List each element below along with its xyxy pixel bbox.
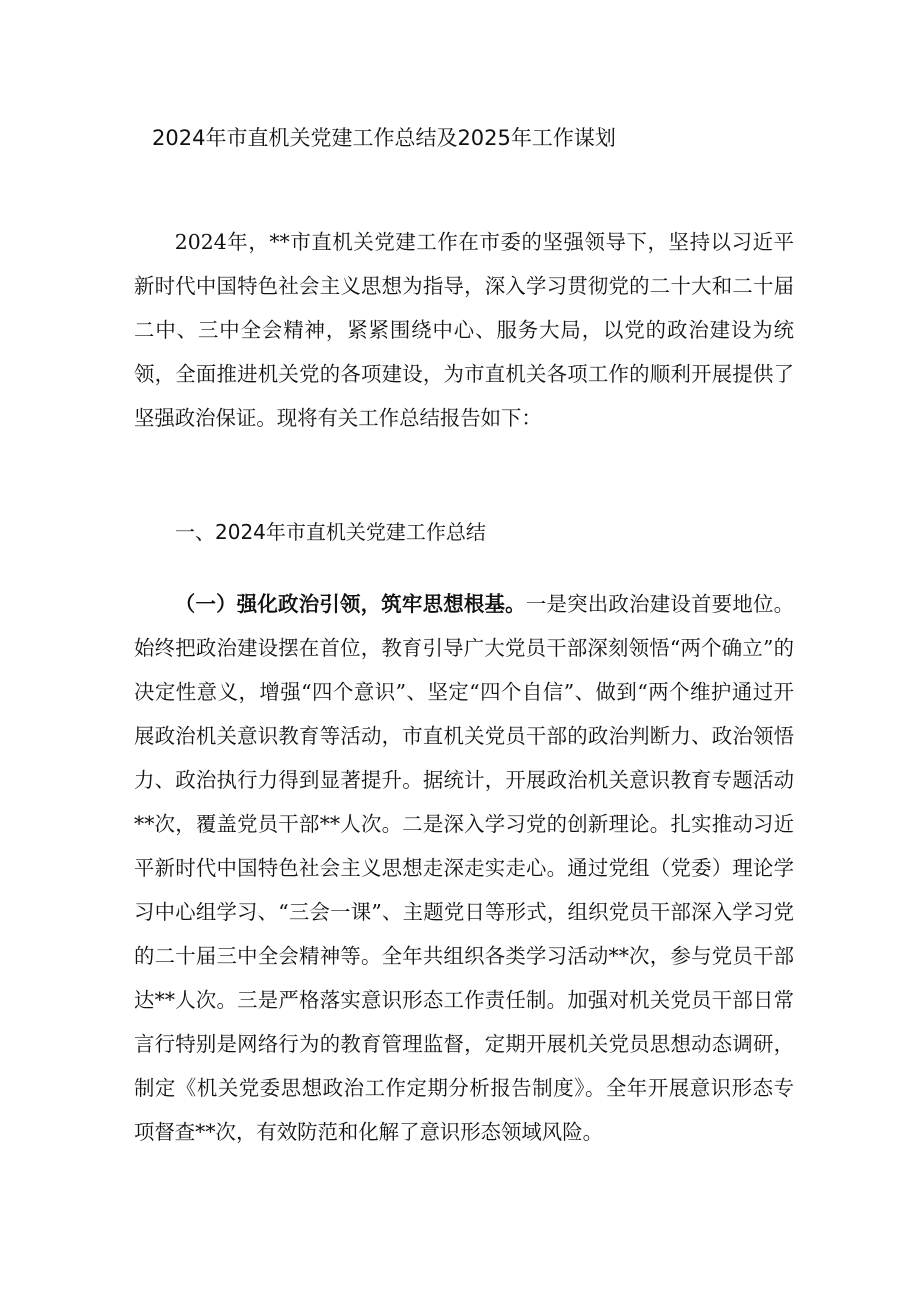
body-paragraph [134, 582, 794, 1154]
intro-paragraph: 2024年，**市直机关党建工作在市委的坚强领导下，坚持以习近平新时代中国特色社会主义思想为指导，深入学习贯彻党的二十大和二十届二中、三中全会精神，紧紧围绕中心、服务大局，以党的政治建设为统领，全面推进机关党的各项建设，为市直机关各项工作的顺利开展提供了坚强政治保证。现将有关工作总结报告如下： [134, 230, 794, 430]
document-title: 2024年市直机关党建工作总结及2025年工作谋划 [152, 126, 616, 150]
subsection-body: 一是突出政治建设首要地位。始终把政治建设摆在首位，教育引导广大党员干部深刻领悟“两个确立”的决定性意义，增强“四个意识”、坚定“四个自信”、做到“两个维护通过开展政治机关意识教育等活动，市直机关党员干部的政治判断力、政治领悟力、政治执行力得到显著提升。据统计，开展政治机关意识教育专题活动**次，覆盖党员干部**人次。二是深入学习党的创新理论。扎实推动习近平新时代中国特色社会主义思想走深走实走心。通过党组（党委）理论学习中心组学习、“三会一课”、主题党日等形式，组织党员干部深入学习党的二十届三中全会精神等。全年共组织各类学习活动**次，参与党员干部达**人次。三是严格落实意识形态工作责任制。加强对机关党员干部日常言行特别是网络行为的教育管理监督，定期开展机关党员思想动态调研，制定《机关党委思想政治工作定期分析报告制度》。全年开展意识形态专项督查**次，有效防范和化解了意识形态领域风险。 [134, 592, 795, 1144]
section-heading: 一、2024年市直机关党建工作总结 [175, 520, 486, 544]
subsection-title: （一）强化政治引领，筑牢思想根基。 [174, 592, 526, 616]
